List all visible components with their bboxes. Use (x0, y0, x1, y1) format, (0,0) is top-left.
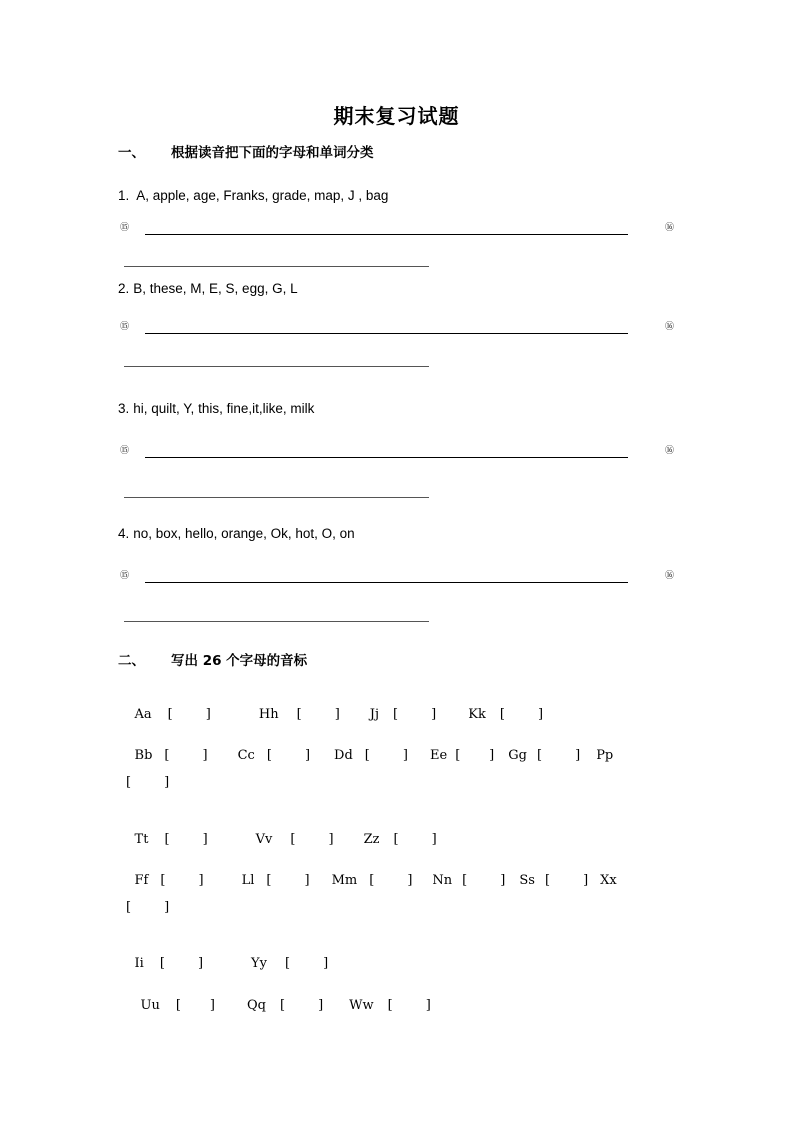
phonetic-bracket[interactable]: [ ] (284, 956, 329, 971)
section-1-heading (118, 141, 374, 161)
brace-close-icon-3: ⑯ (665, 446, 675, 456)
question-2-text: 2. B, these, M, E, S, egg, G, L (118, 281, 298, 296)
letter-row: Bb [ ] Cc [ ] Dd [ ] Ee [ ] Gg [ ] Pp (134, 748, 614, 763)
phonetic-bracket[interactable]: [ ] (164, 832, 208, 847)
brace-open-icon-2: ⑮ (120, 322, 130, 332)
answer-rule-2b[interactable] (124, 366, 429, 367)
phonetic-bracket[interactable]: [ ] (393, 707, 437, 722)
brace-open-icon-1: ⑮ (120, 223, 130, 233)
phonetic-bracket[interactable]: [ ] (536, 748, 581, 763)
brace-close-icon-2: ⑯ (665, 322, 675, 332)
letter-row: Tt [ ] Vv [ ] Zz [ ] (134, 832, 437, 847)
letter-row: Uu [ ] Qq [ ] Ww [ ] (140, 998, 431, 1013)
letter-row: Ii [ ] Yy [ ] (134, 956, 329, 971)
brace-open-icon-3: ⑮ (120, 446, 130, 456)
phonetic-bracket[interactable]: [ ] (462, 873, 506, 888)
letter-row: Ff [ ] Ll [ ] Mm [ ] Nn [ ] Ss [ ] Xx (134, 873, 617, 888)
section-2-heading-text: 写出 26 个字母的音标 (171, 653, 308, 669)
phonetic-bracket[interactable]: [ ] (266, 748, 311, 763)
phonetic-bracket[interactable]: [ ] (455, 748, 495, 763)
brace-close-icon-1: ⑯ (665, 223, 675, 233)
question-1-text: 1. A, apple, age, Franks, grade, map, J , bag (118, 188, 389, 203)
answer-rule-4a[interactable] (145, 582, 628, 583)
answer-rule-1a[interactable] (145, 234, 628, 235)
answer-rule-3b[interactable] (124, 497, 429, 498)
question-4-text: 4. no, box, hello, orange, Ok, hot, O, on (118, 526, 355, 541)
answer-rule-1b[interactable] (124, 266, 429, 267)
phonetic-bracket[interactable]: [ ] (167, 707, 211, 722)
phonetic-bracket[interactable]: [ ] (364, 748, 408, 763)
phonetic-bracket[interactable]: [ ] (544, 873, 589, 888)
phonetic-bracket[interactable]: [ ] (393, 832, 437, 847)
phonetic-bracket[interactable]: [ ] (160, 873, 204, 888)
phonetic-bracket[interactable]: [ ] (369, 873, 413, 888)
answer-rule-3a[interactable] (145, 457, 628, 458)
letter-row: Aa [ ] Hh [ ] Jj [ ] Kk [ ] (134, 707, 544, 722)
page-title: 期末复习试题 (333, 104, 460, 128)
phonetic-bracket[interactable]: [ ] (279, 998, 324, 1013)
phonetic-bracket[interactable]: [ ] (499, 707, 544, 722)
phonetic-bracket[interactable]: [ ] (159, 956, 204, 971)
answer-rule-2a[interactable] (145, 333, 628, 334)
question-3-text: 3. hi, quilt, Y, this, fine,it,like, milk (118, 401, 315, 416)
phonetic-bracket[interactable]: [ ] (296, 707, 340, 722)
section-1-heading-text: 根据读音把下面的字母和单词分类 (171, 145, 374, 161)
phonetic-bracket[interactable]: [ ] (387, 998, 431, 1013)
section-2-number: 二、 (118, 653, 145, 669)
section-2-heading (118, 649, 307, 669)
answer-rule-4b[interactable] (124, 621, 429, 622)
phonetic-bracket[interactable]: [ ] (126, 900, 170, 915)
section-1-number: 一、 (118, 145, 145, 161)
phonetic-bracket[interactable]: [ ] (290, 832, 334, 847)
phonetic-bracket[interactable]: [ ] (126, 775, 170, 790)
phonetic-bracket[interactable]: [ ] (175, 998, 215, 1013)
brace-close-icon-4: ⑯ (665, 571, 675, 581)
brace-open-icon-4: ⑮ (120, 571, 130, 581)
phonetic-bracket[interactable]: [ ] (164, 748, 208, 763)
phonetic-bracket[interactable]: [ ] (266, 873, 310, 888)
